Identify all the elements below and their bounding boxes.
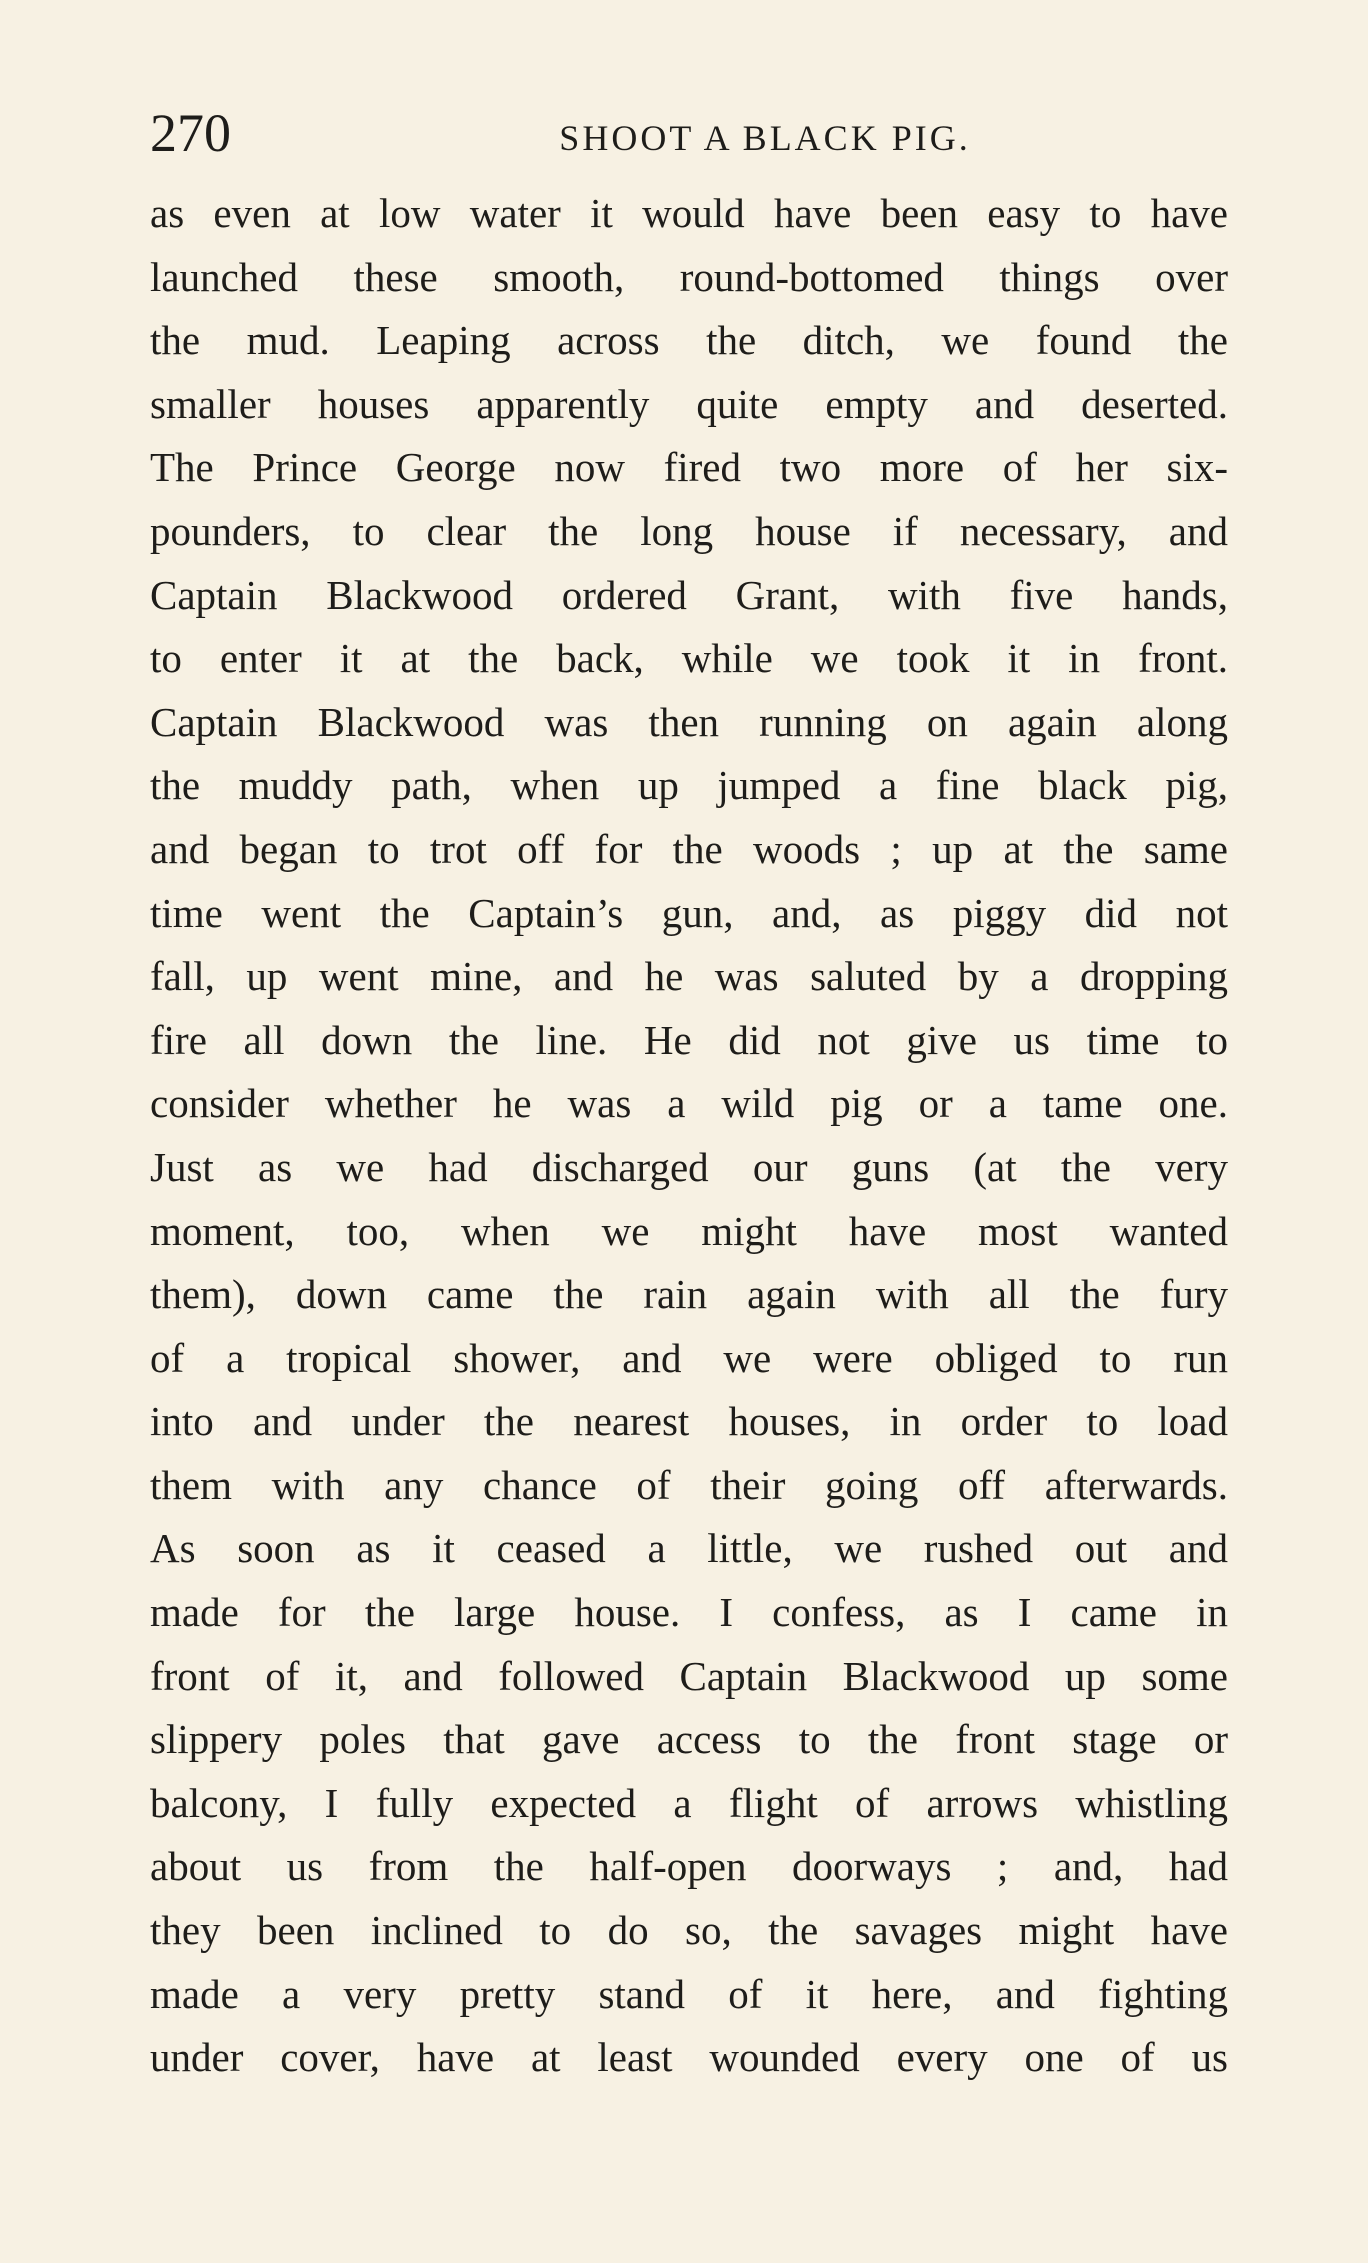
text-line: As soon as it ceased a little, we rushed out and — [150, 1525, 1228, 1572]
text-line: consider whether he was a wild pig or a tame one. — [150, 1080, 1228, 1127]
text-line: they been inclined to do so, the savages might have — [150, 1907, 1228, 1954]
body-text — [150, 182, 1228, 2090]
text-line: about us from the half-open doorways ; and, had — [150, 1843, 1228, 1890]
text-line: into and under the nearest houses, in order to load — [150, 1398, 1228, 1445]
text-line: and began to trot off for the woods ; up at the same — [150, 825, 1228, 872]
text-line: fire all down the line. He did not give us time to — [150, 1016, 1228, 1063]
text-line: Captain Blackwood ordered Grant, with five hands, — [150, 571, 1228, 618]
page-number: 270 — [150, 103, 231, 163]
text-line: pounders, to clear the long house if necessary, and — [150, 507, 1228, 554]
text-line: them), down came the rain again with all the fury — [150, 1271, 1228, 1318]
text-line: Captain Blackwood was then running on again along — [150, 698, 1228, 745]
text-line: made a very pretty stand of it here, and fighting — [150, 1970, 1228, 2017]
text-line: moment, too, when we might have most wanted — [150, 1207, 1228, 1254]
text-line: time went the Captain’s gun, and, as piggy did not — [150, 889, 1228, 936]
text-line: of a tropical shower, and we were obliged to run — [150, 1334, 1228, 1381]
text-line: them with any chance of their going off afterwards. — [150, 1461, 1228, 1508]
text-line: fall, up went mine, and he was saluted by a dropping — [150, 953, 1228, 1000]
text-line: as even at low water it would have been easy to have — [150, 190, 1228, 236]
text-line: the muddy path, when up jumped a fine black pig, — [150, 762, 1228, 809]
text-line: balcony, I fully expected a flight of arrows whistling — [150, 1779, 1228, 1826]
text-line: made for the large house. I confess, as I came in — [150, 1589, 1228, 1636]
text-line: to enter it at the back, while we took it in front. — [150, 635, 1228, 682]
text-line: smaller houses apparently quite empty and deserted. — [150, 380, 1228, 427]
text-line: Just as we had discharged our guns (at the very — [150, 1143, 1228, 1190]
text-line: The Prince George now fired two more of her six- — [150, 444, 1228, 491]
text-line: launched these smooth, round-bottomed things over — [150, 253, 1228, 300]
running-head: SHOOT A BLACK PIG. — [559, 118, 971, 158]
text-line: the mud. Leaping across the ditch, we found the — [150, 317, 1228, 364]
text-line: under cover, have at least wounded every one of us — [150, 2034, 1228, 2081]
text-line: slippery poles that gave access to the front stage or — [150, 1716, 1228, 1763]
page-header — [150, 98, 1230, 168]
text-line: front of it, and followed Captain Blackwood up some — [150, 1652, 1228, 1699]
